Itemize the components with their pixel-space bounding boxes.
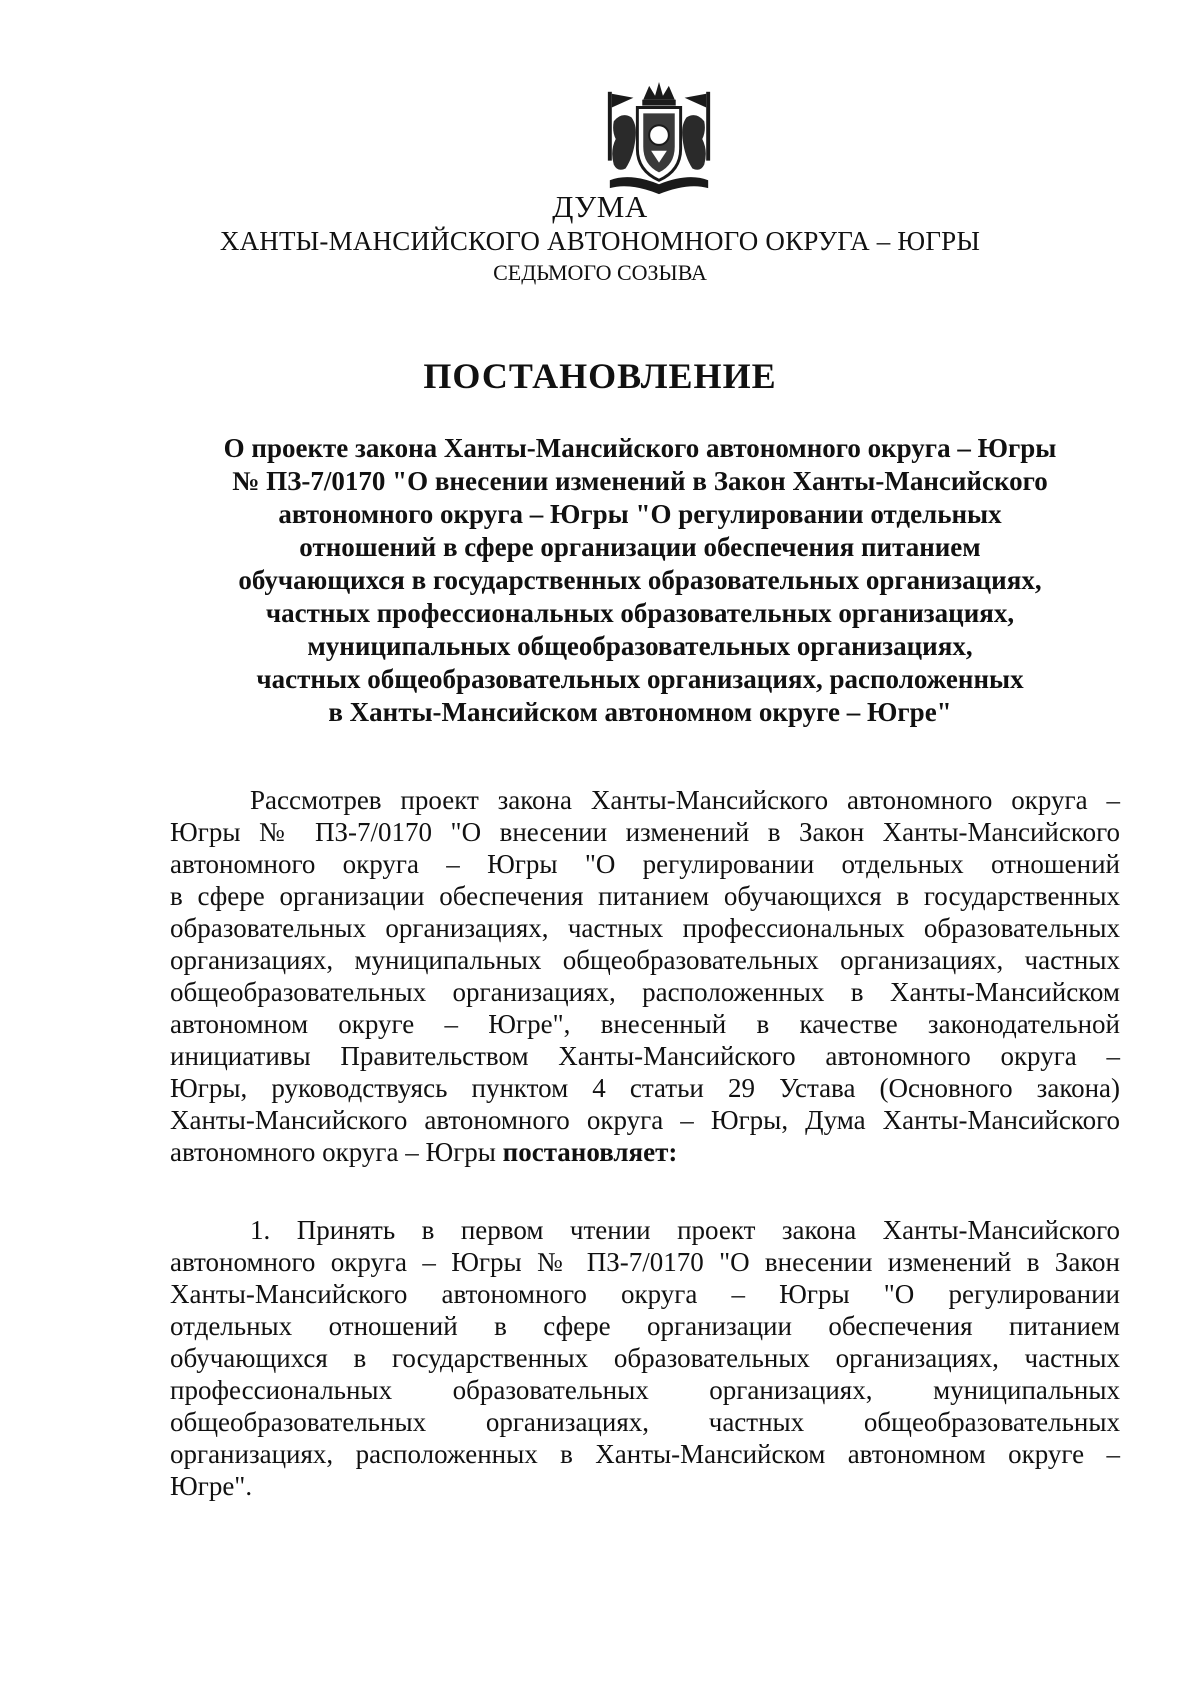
title-line: автономного округа – Югры "О регулировании отдельных (278, 499, 1002, 529)
point-1-line: Ханты-Мансийского автономного округа – Югры "О регулировании (170, 1279, 1120, 1309)
coat-of-arms-icon (600, 78, 718, 200)
org-convocation: СЕДЬМОГО СОЗЫВА (493, 260, 707, 285)
preamble-line: Ханты-Мансийского автономного округа – Югры, Дума Ханты-Мансийского (170, 1105, 1120, 1135)
title-line: частных профессиональных образовательных организациях, (265, 598, 1015, 628)
title-line: О проекте закона Ханты-Мансийского автономного округа – Югры (223, 433, 1057, 463)
point-1-line: общеобразовательных организациях, частных общеобразовательных (170, 1407, 1120, 1437)
document-type-heading: ПОСТАНОВЛЕНИЕ (423, 356, 777, 396)
preamble-line: организациях, муниципальных общеобразовательных организациях, частных (170, 945, 1120, 975)
decree-word: постановляет: (502, 1137, 678, 1167)
preamble-line: автономном округе – Югре", внесенный в качестве законодательной (170, 1009, 1120, 1039)
preamble-line: Рассмотрев проект закона Ханты-Мансийского автономного округа – (250, 785, 1120, 815)
title-line: частных общеобразовательных организациях, расположенных (256, 664, 1024, 694)
preamble-line: инициативы Правительством Ханты-Мансийского автономного округа – (170, 1041, 1120, 1071)
preamble-line: в сфере организации обеспечения питанием обучающихся в государственных (170, 881, 1120, 911)
point-1-line: отдельных отношений в сфере организации обеспечения питанием (170, 1311, 1120, 1341)
preamble-last-line (170, 1136, 1120, 1168)
title-line: № ПЗ-7/0170 "О внесении изменений в Закон Ханты-Мансийского (232, 466, 1048, 496)
preamble-last-line-text: автономного округа – Югры (170, 1137, 503, 1167)
preamble-paragraph (170, 784, 1120, 1168)
document-title (190, 432, 1090, 729)
point-1-line: автономного округа – Югры № ПЗ-7/0170 "О внесении изменений в Закон (170, 1247, 1120, 1277)
point-1-line: обучающихся в государственных образовательных организациях, частных (170, 1343, 1120, 1373)
org-region: ХАНТЫ-МАНСИЙСКОГО АВТОНОМНОГО ОКРУГА – ЮГРЫ (219, 226, 981, 256)
point-1-line: организациях, расположенных в Ханты-Мансийском автономном округе – (170, 1439, 1120, 1469)
point-1-line: 1. Принять в первом чтении проект закона Ханты-Мансийского (250, 1215, 1120, 1245)
point-1-line: профессиональных образовательных организациях, муниципальных (170, 1375, 1120, 1405)
title-line: муниципальных общеобразовательных организациях, (307, 631, 973, 661)
title-line: обучающихся в государственных образовательных организациях, (238, 565, 1042, 595)
preamble-line: образовательных организациях, частных профессиональных образовательных (170, 913, 1120, 943)
preamble-line: общеобразовательных организациях, расположенных в Ханты-Мансийском (170, 977, 1120, 1007)
point-1-paragraph (170, 1214, 1120, 1502)
preamble-line: Югры, руководствуясь пунктом 4 статьи 29 Устава (Основного закона) (170, 1073, 1120, 1103)
preamble-line: автономного округа – Югры "О регулировании отдельных отношений (170, 849, 1120, 879)
title-line: в Ханты-Мансийском автономном округе – Югре" (328, 697, 952, 727)
preamble-line: Югры № ПЗ-7/0170 "О внесении изменений в Закон Ханты-Мансийского (170, 817, 1120, 847)
point-1-line: Югре". (170, 1471, 253, 1501)
org-name: ДУМА (552, 189, 648, 224)
title-line: отношений в сфере организации обеспечения питанием (299, 532, 981, 562)
